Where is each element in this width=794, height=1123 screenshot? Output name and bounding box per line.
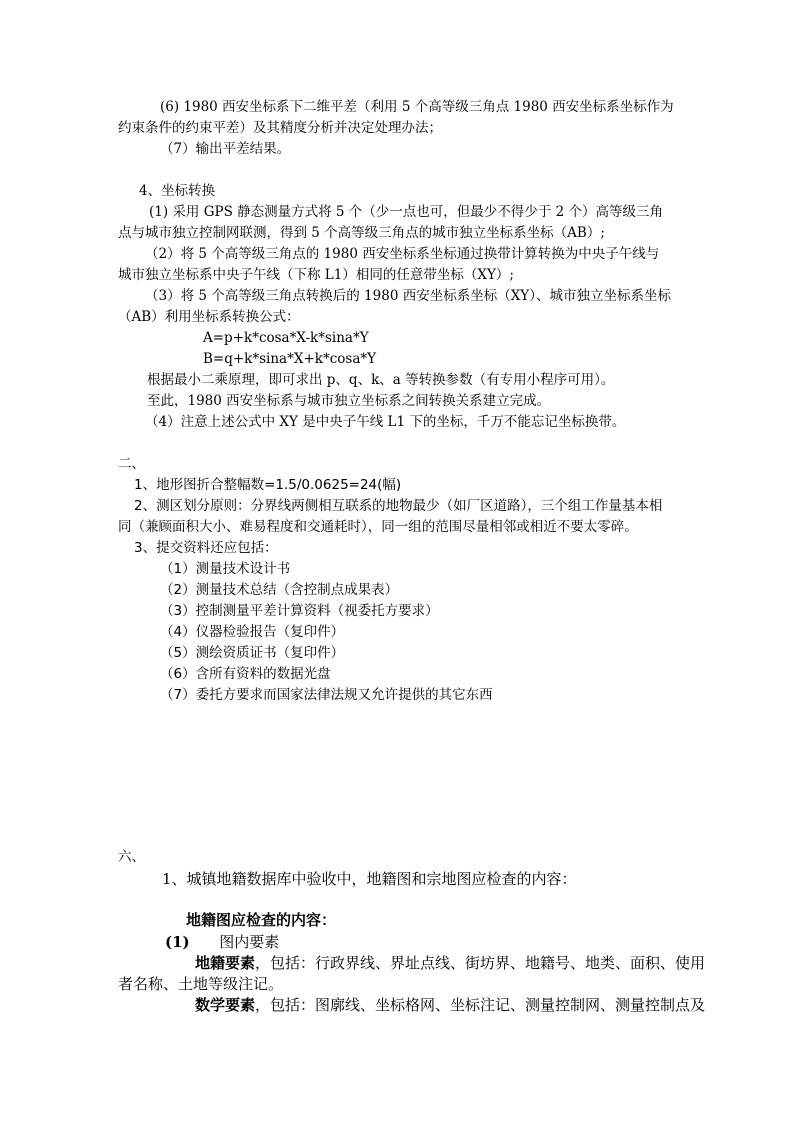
cadastral-elements-line-2: 者名称、土地等级注记。 xyxy=(118,975,284,993)
cadastral-elements-line-1 xyxy=(195,952,755,974)
item-2-line-1: 2、测区划分原则：分界线两侧相互联系的地物最少（如厂区道路），三个组工作量基本相 xyxy=(134,498,663,514)
math-elements-text: ，包括：图廓线、坐标格网、坐标注记、测量控制网、测量控制点及 xyxy=(255,996,706,1014)
question-1: 1、城镇地籍数据库中验收中，地籍图和宗地图应检查的内容： xyxy=(162,870,577,888)
item-1-map-count: 1、地形图折合整幅数=1.5/0.0625=24(幅) xyxy=(134,477,402,493)
cadastral-elements-text: ，包括：行政界线、界址点线、街坊界、地籍号、地类、面积、使用 xyxy=(255,954,706,972)
math-elements-line xyxy=(195,994,755,1016)
item-2-line-2: 同（兼顾面积大小、难易程度和交通耗时），同一组的范围尽量相邻或相近不要太零碎。 xyxy=(118,519,638,535)
step-1-line-2: 点与城市独立控制网联测，得到 5 个高等级三角点的城市独立坐标系坐标（AB）; xyxy=(118,225,605,241)
step-2-line-1: （2）将 5 个高等级三角点的 1980 西安坐标系坐标通过换带计算转换为中央子午线与 xyxy=(145,246,660,262)
step-2-line-2: 城市独立坐标系中央子午线（下称 L1）相同的任意带坐标（XY）; xyxy=(118,267,514,283)
math-elements-label: 数学要素 xyxy=(195,996,256,1014)
paragraph-6-line-1: (6) 1980 西安坐标系下二维平差（利用 5 个高等级三角点 1980 西安坐标系坐标作为 xyxy=(160,99,674,115)
least-squares-note: 根据最小二乘原理，即可求出 p、q、k、a 等转换参数（有专用小程序可用）。 xyxy=(147,372,615,388)
deliverable-item: （1）测量技术设计书 xyxy=(160,561,291,577)
section-six-heading: 六、 xyxy=(118,849,145,865)
formula-a: A=p+k*cosa*X-k*sina*Y xyxy=(203,330,369,346)
check-item-1 xyxy=(165,931,725,953)
conversion-note: 至此，1980 西安坐标系与城市独立坐标系之间转换关系建立完成。 xyxy=(147,393,551,409)
deliverable-item: （5）测绘资质证书（复印件） xyxy=(160,645,345,661)
check-item-1-label: 图内要素 xyxy=(219,933,280,951)
step-3-line-2: （AB）利用坐标系转换公式： xyxy=(118,309,300,325)
deliverable-item: （4）仪器检验报告（复印件） xyxy=(160,624,345,640)
cadastral-elements-label: 地籍要素 xyxy=(195,954,256,972)
check-item-1-number: (1) xyxy=(165,933,190,951)
step-3-line-1: （3）将 5 个高等级三角点转换后的 1980 西安坐标系坐标（XY）、城市独立坐标系坐标 xyxy=(145,288,671,304)
deliverable-item: （2）测量技术总结（含控制点成果表） xyxy=(160,582,399,598)
section-4-heading: 4、坐标转换 xyxy=(139,183,216,199)
step-1-line-1: (1) 采用 GPS 静态测量方式将 5 个（少一点也可，但最少不得少于 2 个）高等级三角 xyxy=(149,204,663,220)
item-3-heading: 3、提交资料还应包括： xyxy=(134,540,278,556)
section-two-heading: 二、 xyxy=(118,456,145,472)
paragraph-7: （7）输出平差结果。 xyxy=(160,141,291,157)
deliverable-item: （6）含所有资料的数据光盘 xyxy=(160,666,331,682)
deliverable-item: （7）委托方要求而国家法律法规又允许提供的其它东西 xyxy=(160,687,493,703)
paragraph-6-line-2: 约束条件的约束平差）及其精度分析并决定处理办法； xyxy=(118,120,442,136)
step-4: （4）注意上述公式中 XY 是中央子午线 L1 下的坐标，千万不能忘记坐标换带。 xyxy=(145,414,626,430)
cadastral-map-check-heading: 地籍图应检查的内容： xyxy=(186,911,337,929)
formula-b: B=q+k*sina*X+k*cosa*Y xyxy=(203,351,377,367)
deliverable-item: （3）控制测量平差计算资料（视委托方要求） xyxy=(160,603,439,619)
